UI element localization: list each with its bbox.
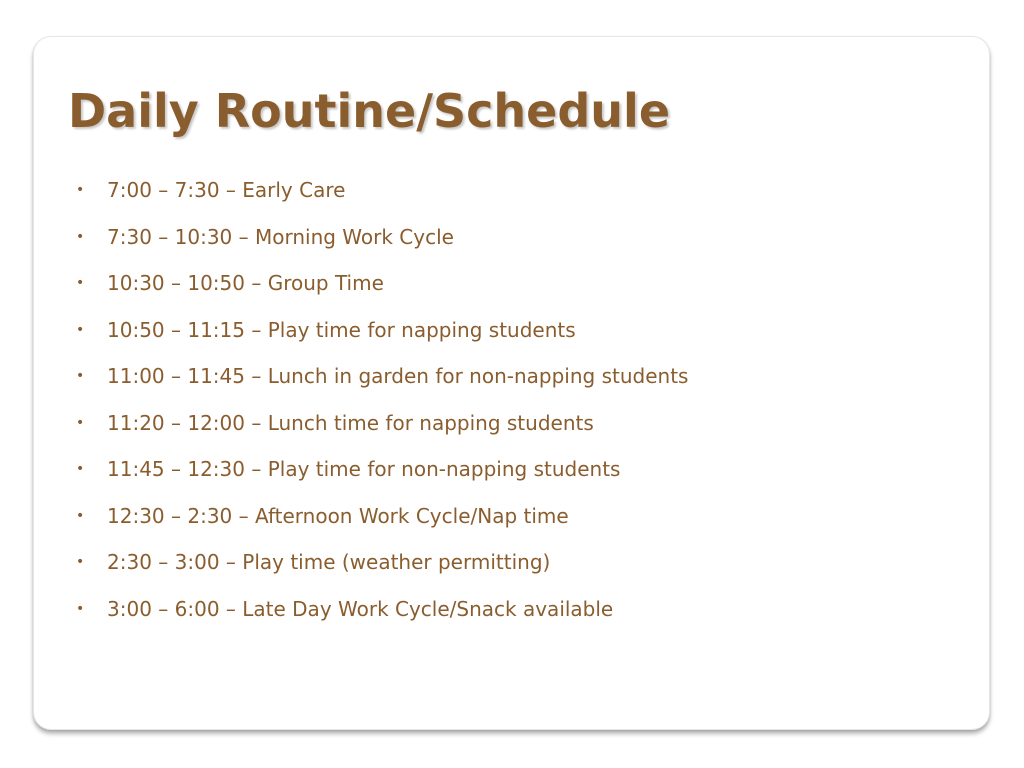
schedule-item — [76, 217, 688, 264]
schedule-item-text: 11:20 – 12:00 – Lunch time for napping students — [107, 410, 594, 435]
bullet-icon: • — [76, 507, 85, 524]
schedule-item-text: 10:50 – 11:15 – Play time for napping students — [107, 317, 576, 342]
bullet-icon: • — [76, 321, 85, 338]
schedule-item — [76, 263, 688, 310]
schedule-list — [76, 170, 688, 635]
schedule-item — [76, 496, 688, 543]
bullet-icon: • — [76, 228, 85, 245]
schedule-item — [76, 403, 688, 450]
bullet-icon: • — [76, 275, 85, 291]
bullet-icon: • — [76, 554, 85, 570]
schedule-item-text: 10:30 – 10:50 – Group Time — [107, 271, 384, 295]
schedule-item-text: 12:30 – 2:30 – Afternoon Work Cycle/Nap time — [107, 503, 569, 528]
schedule-item — [76, 170, 688, 217]
schedule-item — [76, 449, 688, 496]
schedule-item — [76, 542, 688, 589]
bullet-icon: • — [76, 182, 85, 198]
schedule-item — [76, 356, 688, 403]
schedule-item-text: 2:30 – 3:00 – Play time (weather permitting) — [107, 550, 551, 574]
bullet-icon: • — [76, 600, 85, 617]
schedule-item-text: 11:00 – 11:45 – Lunch in garden for non-napping students — [107, 364, 689, 388]
schedule-item — [76, 310, 688, 357]
bullet-icon: • — [76, 414, 85, 431]
slide-title: Daily Routine/Schedule — [68, 84, 671, 138]
bullet-icon: • — [76, 461, 85, 477]
schedule-item-text: 7:00 – 7:30 – Early Care — [107, 178, 346, 202]
schedule-item-text: 7:30 – 10:30 – Morning Work Cycle — [107, 224, 454, 249]
bullet-icon: • — [76, 368, 85, 384]
schedule-item-text: 3:00 – 6:00 – Late Day Work Cycle/Snack available — [107, 596, 614, 621]
schedule-item-text: 11:45 – 12:30 – Play time for non-napping students — [107, 457, 621, 481]
schedule-item — [76, 589, 688, 636]
